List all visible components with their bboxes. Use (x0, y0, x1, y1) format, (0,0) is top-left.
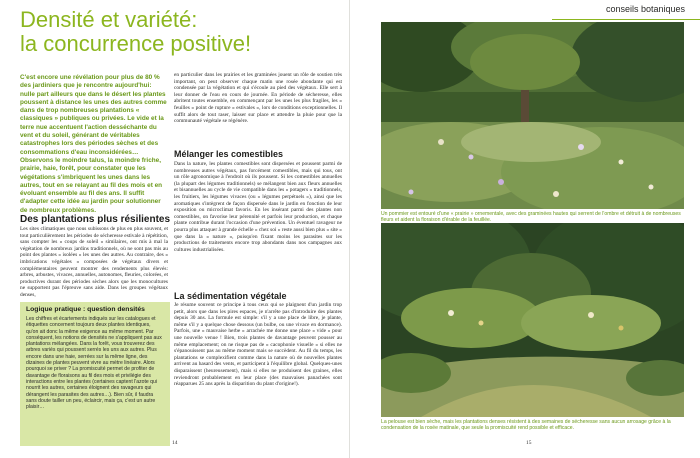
section-label: conseils botaniques (606, 4, 686, 14)
caption-orchard: Un pommier est entouré d'une « prairie » ornementale, avec des graminées hautes qui serrent de l'ombre et détruit à de nombreuses fleurs et aident la floraison d'érable de la feuillée. (381, 211, 681, 224)
page-number-right: 15 (526, 440, 532, 446)
caption-lawn: La pelouse est bien sèche, mais les plantations denses résistent à des semaines de sécheresse sans aucun arrosage grâce à la condensation de la rosée matinale, que seule la promiscuité rend possible et efficace. (381, 419, 671, 432)
page-title (20, 8, 340, 56)
intro-paragraph: C'est encore une révélation pour plus de 80 % des jardiniers que je rencontre aujourd'hui: nulle part ailleurs que dans le désert les plantes poussent à distance les unes des autres comme dans de trop nombreuses plantations « classiques » publiques ou privées. Le vide et la terre nue accentuent l'action desséchante du vent et du soleil, générant de véritables catastrophes lors des périodes sèches et des consommations d'eau inconsidérées… Observons le moindre talus, la moindre friche, prairie, haie, forêt, pour constater que les végétations s'imbriquent les unes dans les autres, tout en se relayant au fil des mois et en évoluant ensemble au fil des ans. Il suffit d'adapter cette idée au jardin pour solutionner de nombreux problèmes. (20, 74, 167, 214)
title-line-2: la concurrence positive! (20, 31, 252, 56)
section-rule (552, 19, 700, 20)
box-title: Logique pratique : question densités (26, 306, 145, 313)
section-body-resilient: Les sites climatiques que nous subissons de plus en plus souvent, et tout particulièrement les périodes de sécheresse estivale à répétition, sans compter les « coups de soleil » similaires, ont mis à mal la végétation de nombreux jardins traditionnels, où ne sont pas mis au point des plantes « isolées » les unes des autres. Au contraire, des « imbrications végétales » composées de végétaux divers et complémentaires peuvent montrer des rendements plus élevés: arbres, arbustes, vivaces, annuelles, autonomes, fleuries, colorées, et productives durant des périodes sèches alors que les monocultures ne supportent pas l'épreuve sans aide. Dans les groupes végétaux denses, (20, 226, 168, 298)
section-heading-sedimentation: La sédimentation végétale (174, 291, 287, 301)
page-number-left: 14 (172, 440, 178, 446)
column2-paragraph-2: Dans la nature, les plantes comestibles sont dispersées et poussent parmi de nombreuses autres végétaux, pas forcément comestibles, mais qui tous, ont un rôle agronomique à l'endroit où ils poussent. Si les comestibles annuelles (la plupart des légumes traditionnels) se mélangent bien aux fleurs annuelles et bisannuelles au cycle de vie compatible dans les « potagers » traditionnels, les fruitiers, les légumes vivaces (ou « légumes perpétuels »), ainsi que les aromatiques s'intègrent de façon dispersée dans le jardin en fonction de leur exposition ou microclimat favoris. En les insérant parmi des plantes non comestibles, on favorise leur pérennité et parfois leur production, et chaque plante contribue durant l'occasion d'une prévention. Un éventuel ravageur ne pourra plus attaquer à grande échelle « chez soi » reste aussi bien plus « site » que dans la « nature », puisqu'en fixant moins les parasites sur les productions de traitements encore trop abondants dans nos campagnes aux cultures industrialisées. (174, 161, 342, 253)
practical-logic-box (20, 302, 170, 446)
garden-photo-lawn (381, 223, 684, 417)
column2-paragraph-3: Je résume souvent ce principe à tous ceux qui se plaignent d'un jardin trop petit, alors que dans les pires espaces, je n'arrête pas d'introduire des plantes depuis 30 ans. La formule est simple: s'il y a une place de libre, je plante, même s'il y a quelque chose dessous (un bulbe, ou une vivace en dormance). Parfois, une « mauvaise herbe » arrachée me donne une place « vide » pour une nouvelle venue ! Bien, trois plantes de davantage peuvent pousser au même emplacement; on ne risque pas de « cacophonie visuelle » si elles ne s'épanouissent pas au même moment mais se succèdent. Au fil du temps, les plantations se complexifient comme dans la nature où de nouvelles plantes arrivent au hasard des vents, et participent à l'équilibre global. Quelques-unes disparaissent (heureusement), mais si elles ne produisent des graines, elles reviendront probablement en leur place (des mauvaises panachées sont réapparues 25 ans après la disparition du plant d'origine!). (174, 302, 342, 388)
box-text: Les chiffres et écartements indiqués sur les catalogues et étiquettes concernent toujours deux plantes identiques, qu'on ait donc la même exigence au même moment. Par conséquent, les notions de densités ne s'appliquent pas aux plantations mélangées. Dans la forêt, vous trouverez des arbres variés qui poussent serrés les uns aux autres. Plus encore dans une haie, serrées sur la même ligne, des dizaines de plantes peuvent vivre au mètre linéaire. Alors pourquoi se priver ? La promiscuité permet de profiter de davantage de floraisons au fil des mois et privilégie des interactions entre les plantes (certaines captent l'azote qui nourrit les autres, certaines éloignent des ravageurs qui dérangent les parasites des autres…). Bien sûr, il faudra sans doute tailler un peu, éclaircir, mais ça, c'est un autre plaisir… (26, 316, 162, 411)
garden-photo-orchard (381, 22, 684, 209)
section-heading-resilient: Des plantations plus résilientes (20, 214, 171, 225)
section-heading-comestibles: Mélanger les comestibles (174, 149, 284, 159)
column2-paragraph-1: en particulier dans les prairies et les graminées jouent un rôle de soutien très important, on peut observer chaque matin une rosée abondante qui est condensée par la végétation et qui s'écoule au pied des végétaux. Elle sert à leur donner de l'eau en cours de journée. En période de sécheresse, elles abritent toutes ensemble, en commençant par les unes les plus fragiles, les « feuilles » point de rupture « estivales », lors de conditions exceptionnelles. Il suffit alors de tout raser, laisser sur place et attendre la pluie pour que la communauté végétale se régénère. (174, 72, 342, 125)
title-line-1: Densité et variété: (20, 7, 198, 32)
